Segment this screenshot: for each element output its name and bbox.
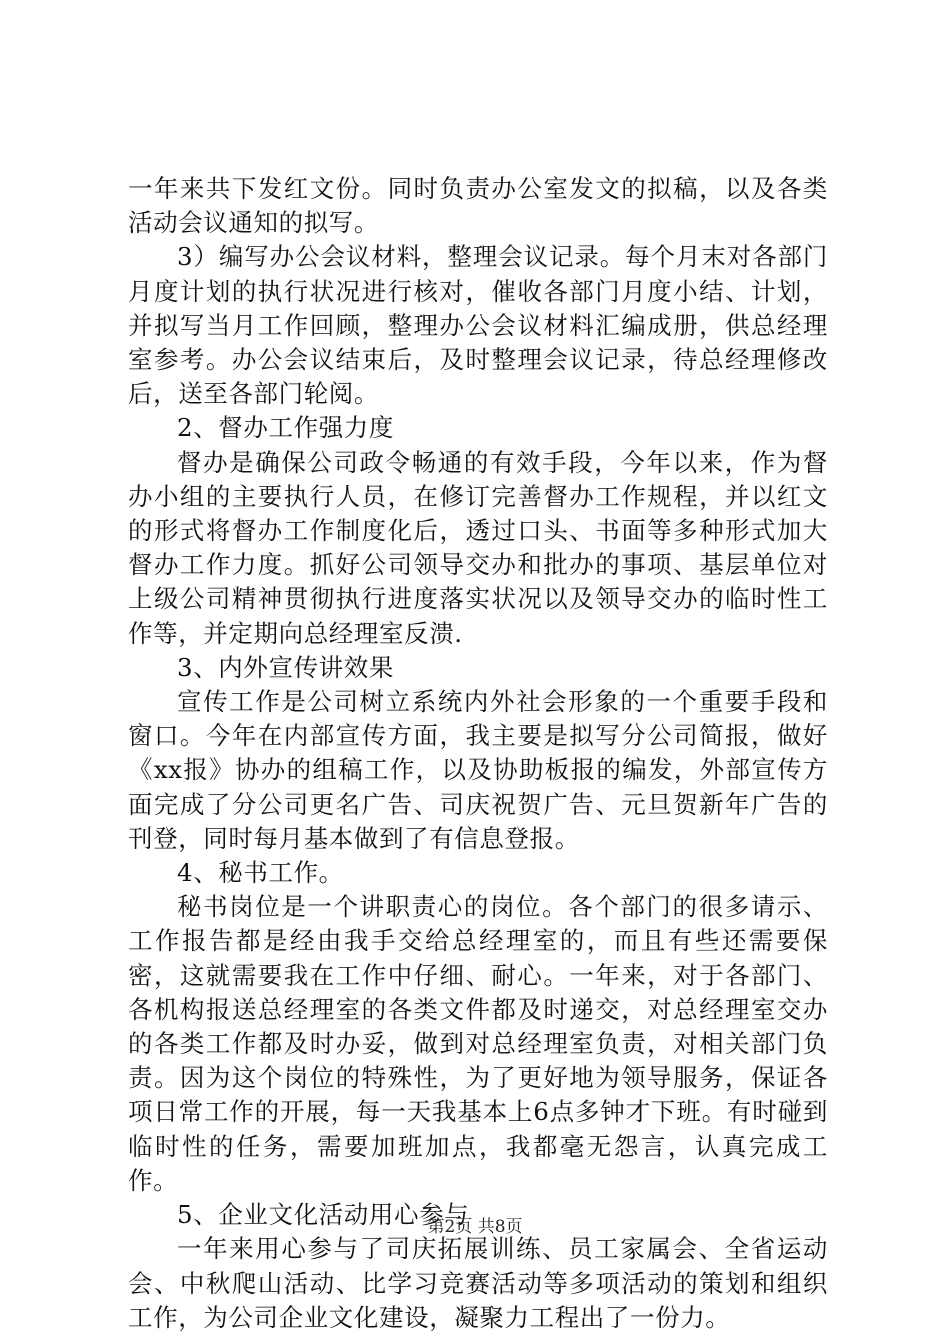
section-heading: 3、内外宣传讲效果 — [177, 652, 394, 682]
body-paragraph: 秘书岗位是一个讲职责心的岗位。各个部门的很多请示、工作报告都是经由我手交给总经理室的，而且有些还需要保密，这就需要我在工作中仔细、耐心。一年来，对于各部门、各机构报送总经理室的各类文件都及时递交，对总经理室交办的各类工作都及时办妥，做到对总经理室负责，对相关部门负责。因为这个岗位的特殊性，为了更好地为领导服务，保证各项日常工作的开展，每一天我基本上6点多钟才下班。有时碰到临时性的任务，需要加班加点，我都毫无怨言，认真完成工作。 — [128, 892, 828, 1195]
page-number-footer: 第2页 共8页 — [427, 1217, 523, 1237]
section-heading: 2、督办工作强力度 — [177, 413, 394, 443]
section-heading: 4、秘书工作。 — [177, 858, 344, 888]
body-paragraph: 3）编写办公会议材料，整理会议记录。每个月末对各部门月度计划的执行状况进行核对，催收各部门月度小结、计划，并拟写当月工作回顾，整理办公会议材料汇编成册，供总经理室参考。办公会议结束后，及时整理会议记录，待总经理修改后，送至各部门轮阅。 — [128, 242, 828, 409]
body-paragraph: 一年来用心参与了司庆拓展训练、员工家属会、全省运动会、中秋爬山活动、比学习竞赛活动等多项活动的策划和组织工作，为公司企业文化建设，凝聚力工程出了一份力。 — [128, 1234, 828, 1332]
document-body — [128, 172, 828, 1335]
body-paragraph: 一年来共下发红文份。同时负责办公室发文的拟稿，以及各类活动会议通知的拟写。 — [128, 174, 828, 238]
section-heading: 5、企业文化活动用心参与 — [177, 1200, 470, 1230]
body-paragraph: 督办是确保公司政令畅通的有效手段，今年以来，作为督办小组的主要执行人员，在修订完善督办工作规程，并以红文的形式将督办工作制度化后，透过口头、书面等多种形式加大督办工作力度。抓好公司领导交办和批办的事项、基层单位对上级公司精神贯彻执行进度落实状况以及领导交办的临时性工作等，并定期向总经理室反溃. — [128, 447, 828, 648]
body-paragraph: 宣传工作是公司树立系统内外社会形象的一个重要手段和窗口。今年在内部宣传方面，我主要是拟写分公司简报，做好《xx报》协办的组稿工作，以及协助板报的编发，外部宣传方面完成了分公司更名广告、司庆祝贺广告、元旦贺新年广告的刊登，同时每月基本做到了有信息登报。 — [128, 687, 828, 853]
